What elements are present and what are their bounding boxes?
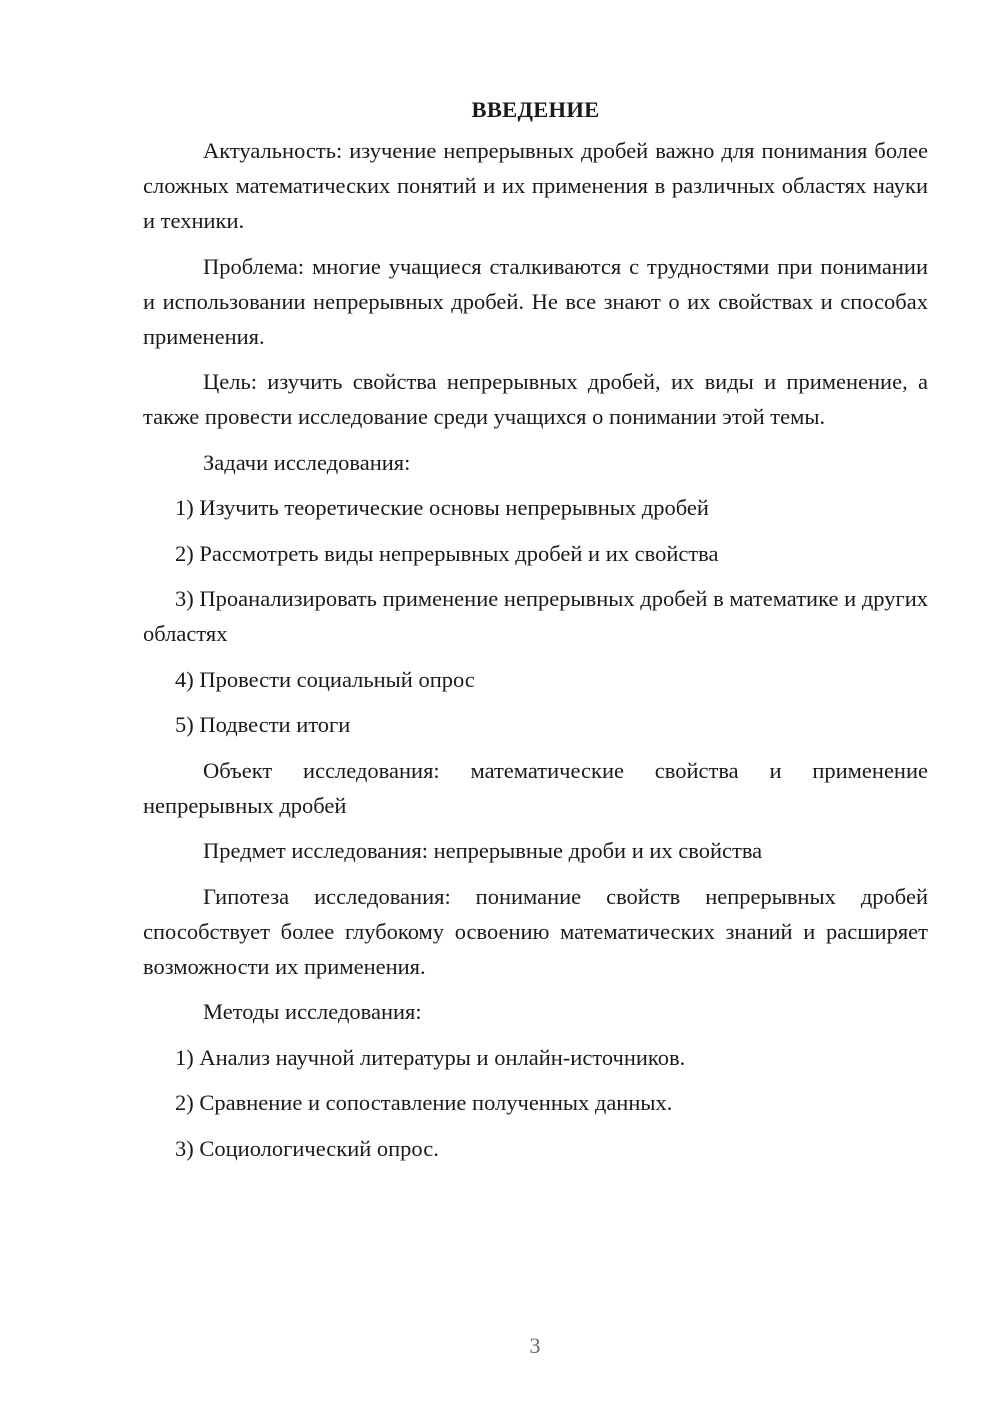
object-paragraph: Объект исследования: математические свойства и применение непрерывных дробей <box>143 757 928 818</box>
task-item: 1) Изучить теоретические основы непрерывных дробей <box>175 495 709 520</box>
tasks-heading: Задачи исследования: <box>203 449 411 475</box>
page-title: ВВЕДЕНИЕ <box>471 97 600 122</box>
methods-heading: Методы исследования: <box>203 999 422 1024</box>
subject-paragraph: Предмет исследования: непрерывные дроби и их свойства <box>203 838 763 863</box>
page-number: 3 <box>529 1333 541 1358</box>
method-item: 1) Анализ научной литературы и онлайн-источников. <box>175 1044 686 1070</box>
task-item: 5) Подвести итоги <box>175 712 351 737</box>
hypothesis-paragraph: Гипотеза исследования: понимание свойств непрерывных дробей способствует более глубокому освоению математических знаний и расширяет возможности их применения. <box>143 883 928 979</box>
method-item: 3) Социологический опрос. <box>175 1135 439 1161</box>
problem-paragraph: Проблема: многие учащиеся сталкиваются с трудностями при понимании и использовании непрерывных дробей. Не все знают о их свойствах и способах применения. <box>143 253 928 349</box>
task-item: 4) Провести социальный опрос <box>175 666 475 692</box>
page-content <box>143 92 928 1176</box>
relevance-paragraph: Актуальность: изучение непрерывных дробей важно для понимания более сложных математических понятий и их применения в различных областях науки и техники. <box>143 138 928 233</box>
task-item: 3) Проанализировать применение непрерывных дробей в математике и других областях <box>143 586 928 646</box>
task-item: 2) Рассмотреть виды непрерывных дробей и их свойства <box>175 540 719 566</box>
goal-paragraph: Цель: изучить свойства непрерывных дробей, их виды и применение, а также провести исследование среди учащихся о понимании этой темы. <box>143 369 928 429</box>
method-item: 2) Сравнение и сопоставление полученных данных. <box>175 1090 673 1115</box>
